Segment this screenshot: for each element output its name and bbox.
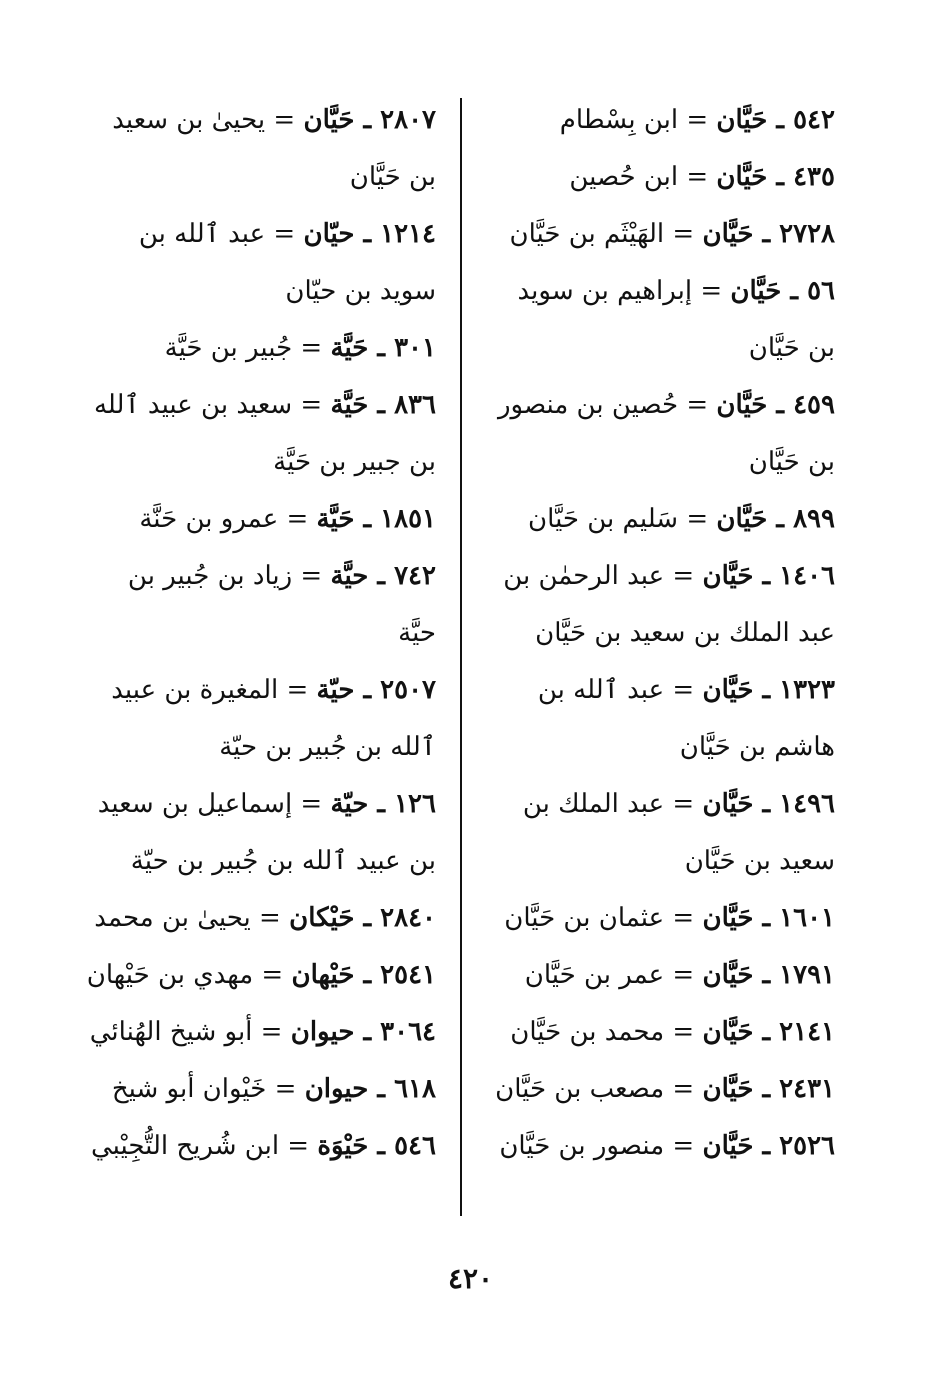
entry-word: حَيَّان xyxy=(702,789,754,819)
entry-name: خَيْوان أبو شيخ xyxy=(111,1074,267,1104)
entry-dash: ـ xyxy=(781,276,808,306)
index-entry xyxy=(485,206,835,263)
entry-equals: = xyxy=(664,1131,703,1161)
entry-headword xyxy=(702,561,835,591)
entry-word: حَيَّان xyxy=(702,960,754,990)
index-entry xyxy=(485,776,835,890)
entry-dash: ـ xyxy=(753,960,780,990)
entry-headword xyxy=(702,1017,835,1047)
entry-name: عبد الرحمٰن بن عبد الملك بن سعيد بن حَيَّان xyxy=(503,561,835,648)
entry-number: ٨٩٩ xyxy=(793,504,835,534)
entry-equals: = xyxy=(664,1017,703,1047)
entry-name: سَليم بن حَيَّان xyxy=(528,504,679,534)
entry-number: ٧٤٢ xyxy=(394,561,436,591)
entry-dash: ـ xyxy=(767,105,794,135)
entry-dash: ـ xyxy=(753,1017,780,1047)
entry-name: مهدي بن حَيْهان xyxy=(86,960,254,990)
entry-equals: = xyxy=(292,390,331,420)
entry-name: الهَيْثَم بن حَيَّان xyxy=(509,219,665,249)
entry-name: سعيد بن عبيد ٱلله بن جبير بن حَيَّة xyxy=(93,390,436,477)
entry-word: حيوان xyxy=(290,1017,355,1047)
index-entry xyxy=(485,263,835,377)
entry-equals: = xyxy=(678,162,717,192)
entry-headword xyxy=(702,789,835,819)
index-entry xyxy=(84,92,436,206)
entry-word: حَيْهان xyxy=(291,960,355,990)
entry-word: حيّة xyxy=(330,789,369,819)
entry-equals: = xyxy=(265,105,304,135)
entry-equals: = xyxy=(292,333,331,363)
index-entry xyxy=(84,1061,436,1118)
entry-headword xyxy=(331,390,437,420)
entry-dash: ـ xyxy=(767,390,794,420)
entry-name: جُبير بن حَيَّة xyxy=(164,333,293,363)
entry-word: حَيَّان xyxy=(702,1017,754,1047)
entry-name: أبو شيخ الهُنائي xyxy=(89,1017,253,1047)
entry-number: ٥٤٢ xyxy=(793,105,835,135)
entry-name: يحيىٰ بن سعيد بن حَيَّان xyxy=(112,105,436,192)
entry-headword xyxy=(730,276,835,306)
entry-headword xyxy=(702,675,835,705)
entry-equals: = xyxy=(664,960,703,990)
entry-dash: ـ xyxy=(368,1074,395,1104)
entry-name: مصعب بن حَيَّان xyxy=(495,1074,665,1104)
entry-equals: = xyxy=(252,1017,291,1047)
entry-equals: = xyxy=(292,789,331,819)
entry-name: زياد بن جُبير بن حيَّة xyxy=(127,561,436,648)
entry-headword xyxy=(702,1131,835,1161)
entry-headword xyxy=(289,903,436,933)
entry-number: ١٧٩١ xyxy=(779,960,835,990)
entry-name: محمد بن حَيَّان xyxy=(510,1017,665,1047)
index-entry xyxy=(485,377,835,491)
entry-headword xyxy=(331,789,437,819)
entry-headword xyxy=(305,1074,436,1104)
entry-dash: ـ xyxy=(368,1131,395,1161)
entry-dash: ـ xyxy=(753,219,780,249)
entry-word: حَيَّان xyxy=(702,1131,754,1161)
entry-word: حَيَّة xyxy=(316,504,355,534)
entry-headword xyxy=(716,504,835,534)
entry-number: ٢٥٢٦ xyxy=(779,1131,835,1161)
entry-dash: ـ xyxy=(753,789,780,819)
entry-dash: ـ xyxy=(354,675,381,705)
entry-word: حَيَّان xyxy=(716,162,768,192)
entry-name: عبد ٱلله بن هاشم بن حَيَّان xyxy=(537,675,835,762)
entry-equals: = xyxy=(250,903,290,933)
entry-number: ٢٨٤٠ xyxy=(380,903,436,933)
entry-dash: ـ xyxy=(354,504,381,534)
index-entry xyxy=(485,1061,835,1118)
entry-number: ٢٨٠٧ xyxy=(380,105,436,135)
entry-word: حيوان xyxy=(304,1074,369,1104)
index-entry xyxy=(485,947,835,1004)
entry-equals: = xyxy=(678,390,717,420)
entry-word: حيّان xyxy=(303,219,355,249)
entry-word: حَيَّان xyxy=(716,504,768,534)
entry-equals: = xyxy=(278,675,317,705)
index-entry xyxy=(485,1118,835,1175)
index-entry xyxy=(84,548,436,662)
entry-equals: = xyxy=(278,504,317,534)
entry-headword xyxy=(291,1017,436,1047)
entry-headword xyxy=(702,903,835,933)
index-entry xyxy=(84,776,436,890)
entry-number: ٨٣٦ xyxy=(394,390,436,420)
index-entry xyxy=(485,149,835,206)
entry-number: ٤٣٥ xyxy=(793,162,835,192)
entry-number: ٦١٨ xyxy=(394,1074,436,1104)
entry-equals: = xyxy=(678,105,717,135)
entry-equals: = xyxy=(664,219,703,249)
entry-headword xyxy=(716,105,835,135)
index-entry xyxy=(84,320,436,377)
entry-dash: ـ xyxy=(753,1074,780,1104)
entry-number: ١٢٦ xyxy=(394,789,436,819)
entry-word: حَيَّة xyxy=(330,333,369,363)
entry-equals: = xyxy=(664,903,703,933)
entry-number: ٣٠١ xyxy=(394,333,436,363)
entry-word: حَيَّان xyxy=(702,219,754,249)
entry-name: ابن حُصين xyxy=(569,162,679,192)
index-entry xyxy=(84,1118,436,1175)
entry-dash: ـ xyxy=(368,333,395,363)
entry-number: ٥٤٦ xyxy=(394,1131,436,1161)
entry-dash: ـ xyxy=(753,1131,780,1161)
entry-equals: = xyxy=(265,219,304,249)
entry-headword xyxy=(291,960,436,990)
index-entry xyxy=(84,1004,436,1061)
entry-dash: ـ xyxy=(368,390,395,420)
entry-word: حَيَّة xyxy=(330,390,369,420)
entry-name: المغيرة بن عبيد ٱلله بن جُبير بن حيّة xyxy=(111,675,436,762)
entry-number: ١٤٠٦ xyxy=(779,561,835,591)
index-entry xyxy=(84,491,436,548)
entry-number: ٢٤٣١ xyxy=(779,1074,835,1104)
entry-word: حَيَّان xyxy=(702,1074,754,1104)
entry-number: ٤٥٩ xyxy=(793,390,835,420)
entry-word: حيَّة xyxy=(330,561,369,591)
entry-equals: = xyxy=(678,504,717,534)
entry-word: حَيَّان xyxy=(702,903,754,933)
entry-headword xyxy=(702,960,835,990)
page-number: ٤٢٠ xyxy=(447,1262,494,1295)
index-entry xyxy=(485,491,835,548)
entry-headword xyxy=(317,504,436,534)
entry-dash: ـ xyxy=(753,903,780,933)
entry-word: حَيْكان xyxy=(289,903,355,933)
entry-word: حَيَّان xyxy=(716,105,768,135)
index-entry xyxy=(485,662,835,776)
index-entry xyxy=(485,92,835,149)
entry-equals: = xyxy=(279,1131,318,1161)
entry-dash: ـ xyxy=(368,789,395,819)
entry-number: ١٤٩٦ xyxy=(779,789,835,819)
entry-word: حيّة xyxy=(316,675,355,705)
entry-equals: = xyxy=(664,1074,703,1104)
entry-dash: ـ xyxy=(354,903,381,933)
entry-word: حَيَّان xyxy=(716,390,768,420)
entry-word: حَيْوَة xyxy=(317,1131,369,1161)
entry-equals: = xyxy=(664,675,703,705)
entry-dash: ـ xyxy=(354,960,381,990)
entry-number: ٢٧٢٨ xyxy=(779,219,835,249)
entry-dash: ـ xyxy=(354,105,381,135)
entry-number: ١٨٥١ xyxy=(380,504,436,534)
entry-headword xyxy=(716,162,835,192)
index-entry xyxy=(84,947,436,1004)
entry-dash: ـ xyxy=(767,162,794,192)
entry-name: يحيىٰ بن محمد xyxy=(94,903,251,933)
entry-equals: = xyxy=(266,1074,305,1104)
entry-name: إسماعيل بن سعيد بن عبيد ٱلله بن جُبير بن حيّة xyxy=(97,789,436,876)
entry-equals: = xyxy=(292,561,331,591)
entry-name: عبد الملك بن سعيد بن حَيَّان xyxy=(522,789,835,876)
entry-number: ١٣٢٣ xyxy=(779,675,835,705)
column-divider xyxy=(460,98,462,1216)
entry-dash: ـ xyxy=(354,219,381,249)
index-entry xyxy=(485,1004,835,1061)
entry-equals: = xyxy=(692,276,731,306)
entry-equals: = xyxy=(253,960,292,990)
index-entry xyxy=(485,548,835,662)
index-column-left xyxy=(84,92,436,1175)
index-entry xyxy=(84,377,436,491)
entry-name: إبراهيم بن سويد بن حَيَّان xyxy=(517,276,835,363)
index-entry xyxy=(84,890,436,947)
entry-name: ابن بِسْطام xyxy=(559,105,679,135)
entry-number: ٢٥٤١ xyxy=(380,960,436,990)
entry-word: حَيَّان xyxy=(702,675,754,705)
entry-headword xyxy=(317,675,436,705)
index-entry xyxy=(84,662,436,776)
entry-number: ٥٦ xyxy=(807,276,835,306)
entry-headword xyxy=(716,390,835,420)
entry-headword xyxy=(331,333,437,363)
entry-dash: ـ xyxy=(753,561,780,591)
entry-name: ابن شُريح التُّجِيْبي xyxy=(90,1131,280,1161)
entry-headword xyxy=(303,105,436,135)
entry-name: عمر بن حَيَّان xyxy=(524,960,665,990)
entry-word: حَيَّان xyxy=(303,105,355,135)
index-entry xyxy=(485,890,835,947)
entry-name: عبد ٱلله بن سويد بن حيّان xyxy=(138,219,436,306)
entry-dash: ـ xyxy=(354,1017,381,1047)
entry-headword xyxy=(702,1074,835,1104)
entry-dash: ـ xyxy=(753,675,780,705)
entry-name: حُصين بن منصور بن حَيَّان xyxy=(497,390,835,477)
entry-dash: ـ xyxy=(767,504,794,534)
entry-name: منصور بن حَيَّان xyxy=(499,1131,665,1161)
entry-equals: = xyxy=(664,789,703,819)
entry-number: ٢١٤١ xyxy=(779,1017,835,1047)
entry-equals: = xyxy=(664,561,703,591)
entry-name: عثمان بن حَيَّان xyxy=(504,903,665,933)
entry-word: حَيَّان xyxy=(702,561,754,591)
index-entry xyxy=(84,206,436,320)
entry-headword xyxy=(303,219,436,249)
entry-number: ٣٠٦٤ xyxy=(380,1017,436,1047)
entry-number: ١٦٠١ xyxy=(779,903,835,933)
entry-headword xyxy=(331,561,437,591)
entry-number: ١٢١٤ xyxy=(380,219,436,249)
entry-name: عمرو بن حَنَّة xyxy=(139,504,279,534)
index-column-right xyxy=(485,92,835,1175)
entry-dash: ـ xyxy=(368,561,395,591)
entry-headword xyxy=(317,1131,436,1161)
entry-number: ٢٥٠٧ xyxy=(380,675,436,705)
entry-word: حَيَّان xyxy=(730,276,782,306)
entry-headword xyxy=(702,219,835,249)
